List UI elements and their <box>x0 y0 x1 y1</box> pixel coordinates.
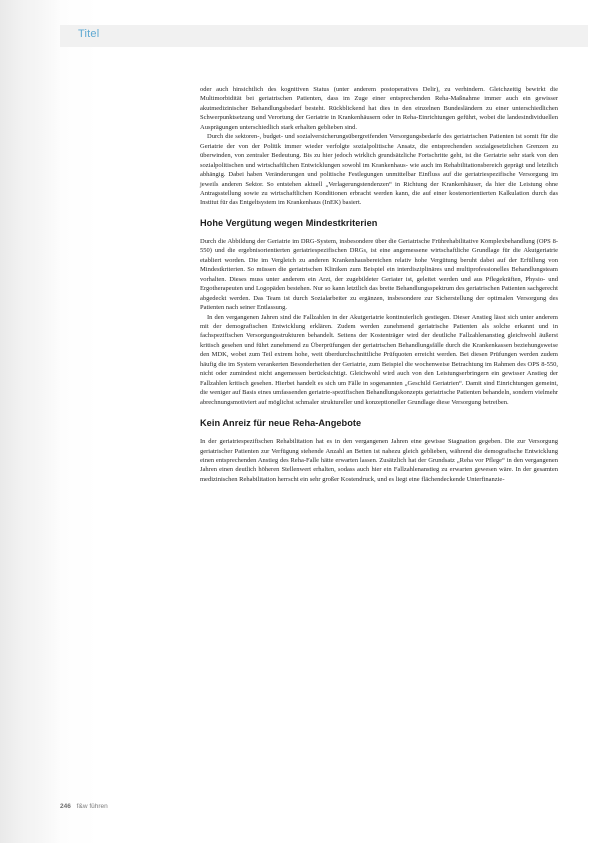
page-gutter <box>0 0 60 843</box>
article-body <box>200 85 558 484</box>
subheading: Kein Anreiz für neue Reha-Angebote <box>200 418 362 429</box>
paragraph: Durch die sektoren-, budget- und sozialversicherungsübergreifenden Versorgungsbedarfe des geriatrischen Patienten ist somit für die Geriatrie der von der Politik immer wieder verfolgte sozialpolitische Ansatz, die entsprechenden sozialgesetzlichen Grenzen zu überwinden, von zentraler Bedeutung. Bis zu hier jedoch wirklich grundsätzliche Fortschritte geht, ist die Geriatrie sehr stark von den sozialpolitischen und wirtschaftlichen Entwicklungen sowohl im Krankenhaus- wie auch im Rehabilitationsbereich geprägt und letztlich abhängig. Dabei haben Veränderungen und politische Festlegungen unmittelbar Einfluss auf die geriatriespezifische Versorgung im jeweils anderen Sektor. So entstehen aktuell „Verlagerungstendenzen“ in Richtung der Krankenhäuser, da hier die Leistung ohne Antragsstellung sowie zu wirtschaftlichen Konditionen erbracht werden kann, die auf einer kostenorientierten Kalkulation durch das Institut für das Entgeltsystem im Krankenhaus (InEK) basiert. <box>200 133 558 207</box>
paragraph: In den vergangenen Jahren sind die Fallzahlen in der Akutgeriatrie kontinuierlich gestiegen. Dieser Anstieg lässt sich unter anderem mit der demografischen Entwicklung erklären. Zudem werden zunehmend geriatrische Patienten als solche erkannt und in fachspezifischen Versorgungsstrukturen behandelt. Seitens der Kostenträger wird der deutliche Fallzahlenanstieg gleichwohl äußerst kritisch gesehen und führt zunehmend zu Überprüfungen der geriatrischen Behandlungsfälle durch die Krankenkassen beziehungsweise den MDK, wobei zum Teil extrem hohe, weit überdurchschnittliche Prüfquoten erreicht werden. Bei diesen Prüfungen werden zudem häufig die im System verankerten Besonderheiten der Geriatrie, zum Beispiel die wochenweise Betrachtung im Rahmen des OPS 8-550, nicht oder zumindest nicht angemessen berücksichtigt. Gleichwohl wird auch von den Leistungserbringern ein gewisser Anstieg der Fallzahlen kritisch gesehen. Hierbei handelt es sich um Fälle in sogenannten „Geschild Geriatrien“. Damit sind Einrichtungen gemeint, die weniger auf Basis eines umfassenden geriatrie-spezifischen Behandlungskonzepts geriatrische Patienten behandeln, sondern vielmehr abrechnungsmotiviert auf möglichst schmaler struktureller und konzeptioneller Grundlage diese Versorgung betreiben. <box>200 313 558 406</box>
publication-name: f&w führen <box>76 803 108 810</box>
page-footer <box>60 803 108 810</box>
section-title: Titel <box>78 28 100 40</box>
paragraph: In der geriatriespezifischen Rehabilitation hat es in den vergangenen Jahren eine gewisse Stagnation gegeben. Die zur Versorgung geriatrischer Patienten zur Verfügung stehende Anzahl an Betten ist nahezu gleich geblieben, während die demografische Entwicklung einen entsprechenden Anstieg des Reha-Falle hätte erwarten lassen. Zusätzlich hat der Grundsatz „Reha vor Pflege“ in den vergangenen Jahren einen deutlich höheren Stellenwert erhalten, sodass auch hier ein Fallzahlenanstieg zu erwarten gewesen wäre. In der gesamten medizinischen Rehabilitation herrscht ein sehr großer Kostendruck, und es liegt eine flächendeckende Unterfinanzie- <box>200 438 558 483</box>
page-number: 246 <box>60 803 71 810</box>
subheading: Hohe Vergütung wegen Mindestkriterien <box>200 217 378 228</box>
header-bar <box>60 25 588 47</box>
paragraph: oder auch hinsichtlich des kognitiven Status (unter anderem postoperatives Delir), zu verhindern. Gleichzeitig bewirkt die Multimorbidität bei geriatrischen Patienten, dass im Zuge einer entsprechenden Reha-Maßnahme immer auch ein gewisser akutmedizinischer Behandlungsbedarf besteht. Rückblickend hat dies in den einzelnen Bundesländern zu einer unterschiedlichen Schwerpunktsetzung und Verortung der Geriatrie in Krankenhäusern oder in Reha-Einrichtungen geführt, wobei die landesindividuellen Ausprägungen unterschiedlich stark erhalten geblieben sind. <box>200 86 558 131</box>
paragraph: Durch die Abbildung der Geriatrie im DRG-System, insbesondere über die Geriatrische Frührehabilitative Komplexbehandlung (OPS 8-550) und die ergebnisorientierten geriatriespezifischen DRGs, ist eine angemessene wirtschaftliche Grundlage für die Akutgeriatrie etabliert worden. Die im Vergleich zu anderen Krankenhausbereichen relativ hohe Vergütung beruht dabei auf der Erfüllung von Mindestkriterien. So müssen die geriatrischen Kliniken zum Beispiel ein interdisziplinäres und multiprofessionelles Behandlungsteam vorhalten. Dieses muss unter anderem ein Arzt, der zugebildeter Geriater ist, geleitet werden und aus Pflegekräften, Physio- und Ergotherapeuten und Logopäden bestehen. Nur so kann letztlich das breite Behandlungsspektrum des geriatrischen Patienten sachgerecht abgedeckt werden. Das Team ist durch Sozialarbeiter zu ergänzen, insbesondere zur Sicherstellung der optimalen Versorgung des Patienten nach seiner Entlassung. <box>200 237 558 312</box>
